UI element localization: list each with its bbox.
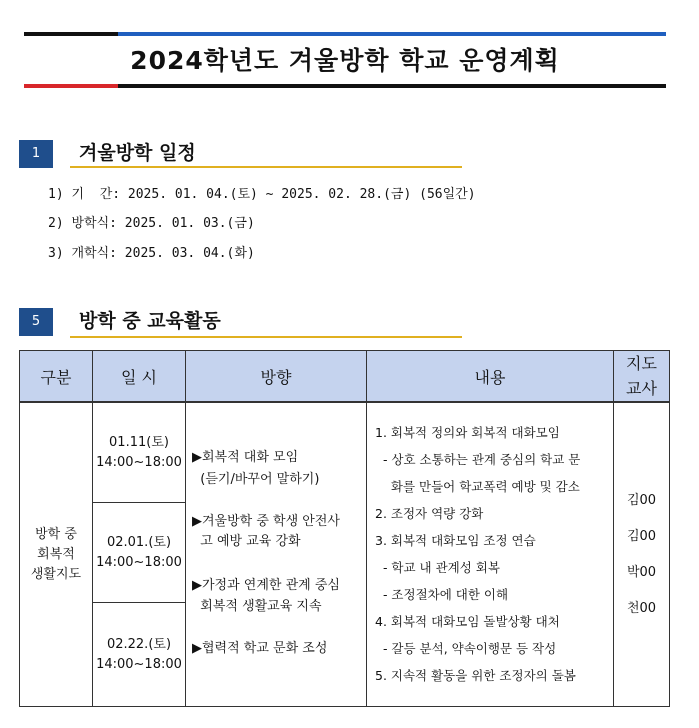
- schedule-period: 1) 기 간: 2025. 01. 04.(토) ~ 2025. 02. 28.(금) (56일간): [48, 187, 476, 202]
- header-direction: 방향: [186, 351, 367, 403]
- title-border-top-left: [24, 32, 118, 36]
- session-date-cell: 01.11(토) 14:00~18:00: [93, 403, 186, 503]
- session-date-cell: 02.22.(토) 14:00~18:00: [93, 603, 186, 706]
- teacher-name: 김00: [626, 492, 657, 508]
- content-cell: [367, 403, 614, 706]
- content-line: 화를 만들어 학교폭력 예방 및 감소: [375, 479, 580, 494]
- direction-item: 회복적 생활교육 지속: [192, 599, 322, 614]
- content-line: - 갈등 분석, 약속이행문 등 작성: [375, 641, 557, 656]
- content-line: - 조정절차에 대한 이해: [375, 587, 509, 602]
- title-border-bottom-right: [118, 84, 666, 88]
- content-line: 3. 회복적 대화모임 조정 연습: [375, 533, 536, 548]
- session-date-cell: 02.01.(토) 14:00~18:00: [93, 503, 186, 603]
- teacher-cell: [614, 403, 669, 706]
- direction-item: ▶겨울방학 중 학생 안전사: [192, 514, 340, 529]
- content-line: - 상호 소통하는 관계 중심의 학교 문: [375, 452, 581, 467]
- direction-cell: [186, 403, 367, 706]
- header-category: 구분: [20, 351, 93, 403]
- teacher-name: 김00: [626, 528, 657, 544]
- section-number-badge: 5: [19, 308, 53, 336]
- header-content: 내용: [367, 351, 614, 403]
- header-teacher: 지도 교사: [614, 351, 669, 403]
- content-line: - 학교 내 관계성 회복: [375, 560, 500, 575]
- direction-item: 고 예방 교육 강화: [192, 534, 301, 549]
- content-line: 5. 지속적 활동을 위한 조정자의 돌봄: [375, 668, 576, 683]
- content-line: 4. 회복적 대화모임 돌발상황 대처: [375, 614, 560, 629]
- title-border-top-right: [118, 32, 666, 36]
- teacher-name: 박00: [626, 564, 657, 580]
- direction-item: ▶협력적 학교 문화 조성: [192, 641, 328, 656]
- direction-item: (듣기/바꾸어 말하기): [192, 472, 320, 487]
- document-title: 2024학년도 겨울방학 학교 운영계획: [130, 46, 560, 75]
- teacher-name: 천00: [626, 600, 657, 616]
- section-heading: 겨울방학 일정: [79, 142, 196, 164]
- section-underline: [70, 166, 462, 168]
- activities-table: [19, 350, 670, 707]
- schedule-closing-ceremony: 2) 방학식: 2025. 01. 03.(금): [48, 216, 255, 231]
- content-line: 1. 회복적 정의와 회복적 대화모임: [375, 425, 560, 440]
- title-border-bottom-left: [24, 84, 118, 88]
- direction-item: ▶가정과 연계한 관계 중심: [192, 578, 340, 593]
- content-line: 2. 조정자 역량 강화: [375, 506, 484, 521]
- section-number-badge: 1: [19, 140, 53, 168]
- category-cell: 방학 중 회복적 생활지도: [20, 403, 93, 706]
- section-heading: 방학 중 교육활동: [79, 310, 221, 332]
- direction-item: ▶회복적 대화 모임: [192, 450, 299, 465]
- header-datetime: 일 시: [93, 351, 186, 403]
- schedule-opening-ceremony: 3) 개학식: 2025. 03. 04.(화): [48, 246, 255, 261]
- section-underline: [70, 336, 462, 338]
